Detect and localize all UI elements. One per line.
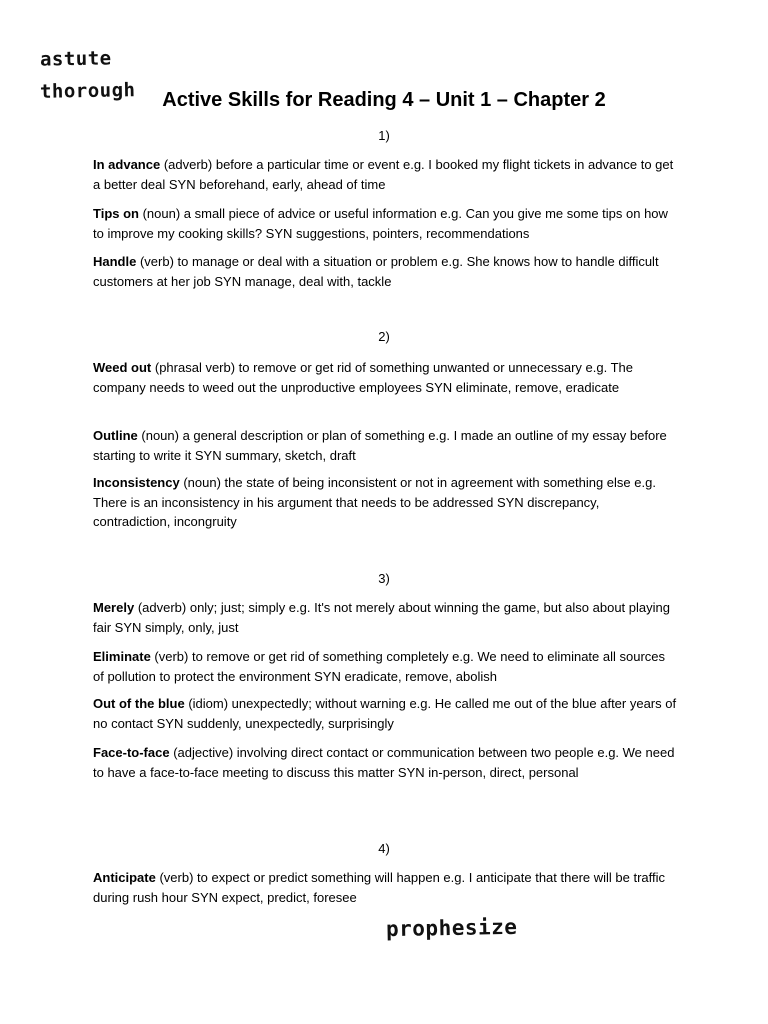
section-number: 4) (378, 841, 390, 856)
vocabulary-definition: (adverb) only; just; simply e.g. It's not merely about winning the game, but also about playing fair SYN simply, only, just (93, 600, 670, 635)
vocabulary-entry (93, 155, 678, 194)
vocabulary-definition: (idiom) unexpectedly; without warning e.g. He called me out of the blue after years of no contact SYN suddenly, unexpectedly, surprisingly (93, 696, 677, 731)
section-number: 1) (378, 128, 390, 143)
vocabulary-definition: (verb) to manage or deal with a situation or problem e.g. She knows how to handle difficult customers at her job SYN manage, deal with, tackle (93, 254, 659, 289)
vocabulary-definition: (verb) to remove or get rid of something completely e.g. We need to eliminate all sources of pollution to protect the environment SYN eradicate, remove, abolish (93, 649, 666, 684)
handwritten-note-prophesize: prophesize (385, 914, 518, 942)
vocabulary-entry (93, 426, 678, 465)
handwritten-note-thorough: thorough (39, 79, 136, 103)
vocabulary-entry (93, 204, 678, 243)
vocabulary-term: Inconsistency (93, 475, 180, 490)
vocabulary-term: Outline (93, 428, 138, 443)
vocabulary-term: In advance (93, 157, 161, 172)
vocabulary-definition: (verb) to expect or predict something will happen e.g. I anticipate that there will be traffic during rush hour SYN expect, predict, foresee (93, 870, 666, 905)
vocabulary-entry (93, 473, 678, 532)
vocabulary-entry (93, 743, 678, 782)
vocabulary-entry (93, 868, 678, 907)
vocabulary-term: Face-to-face (93, 745, 170, 760)
vocabulary-entry (93, 598, 678, 637)
vocabulary-term: Eliminate (93, 649, 151, 664)
vocabulary-definition: (adverb) before a particular time or event e.g. I booked my flight tickets in advance to get a better deal SYN beforehand, early, ahead of time (93, 157, 674, 192)
section-number: 3) (378, 571, 390, 586)
vocabulary-definition: (noun) the state of being inconsistent or not in agreement with something else e.g. There is an inconsistency in his argument that needs to be addressed SYN discrepancy, contradiction, incongruity (93, 475, 656, 529)
vocabulary-entry (93, 647, 678, 686)
vocabulary-definition: (noun) a general description or plan of something e.g. I made an outline of my essay before starting to write it SYN summary, sketch, draft (93, 428, 667, 463)
vocabulary-term: Tips on (93, 206, 139, 221)
vocabulary-term: Anticipate (93, 870, 156, 885)
document-title: Active Skills for Reading 4 – Unit 1 – Chapter 2 (162, 89, 606, 111)
handwritten-note-astute: astute (39, 47, 112, 71)
vocabulary-entry (93, 252, 678, 291)
vocabulary-entry (93, 358, 678, 397)
vocabulary-term: Out of the blue (93, 696, 185, 711)
vocabulary-definition: (noun) a small piece of advice or useful information e.g. Can you give me some tips on how to improve my cooking skills? SYN suggestions, pointers, recommendations (93, 206, 668, 241)
vocabulary-term: Handle (93, 254, 137, 269)
vocabulary-entry (93, 694, 678, 733)
vocabulary-definition: (adjective) involving direct contact or communication between two people e.g. We need to have a face-to-face meeting to discuss this matter SYN in-person, direct, personal (93, 745, 675, 780)
vocabulary-term: Weed out (93, 360, 152, 375)
section-number: 2) (378, 329, 390, 344)
vocabulary-term: Merely (93, 600, 135, 615)
vocabulary-definition: (phrasal verb) to remove or get rid of something unwanted or unnecessary e.g. The company needs to weed out the unproductive employees SYN eliminate, remove, eradicate (93, 360, 634, 395)
